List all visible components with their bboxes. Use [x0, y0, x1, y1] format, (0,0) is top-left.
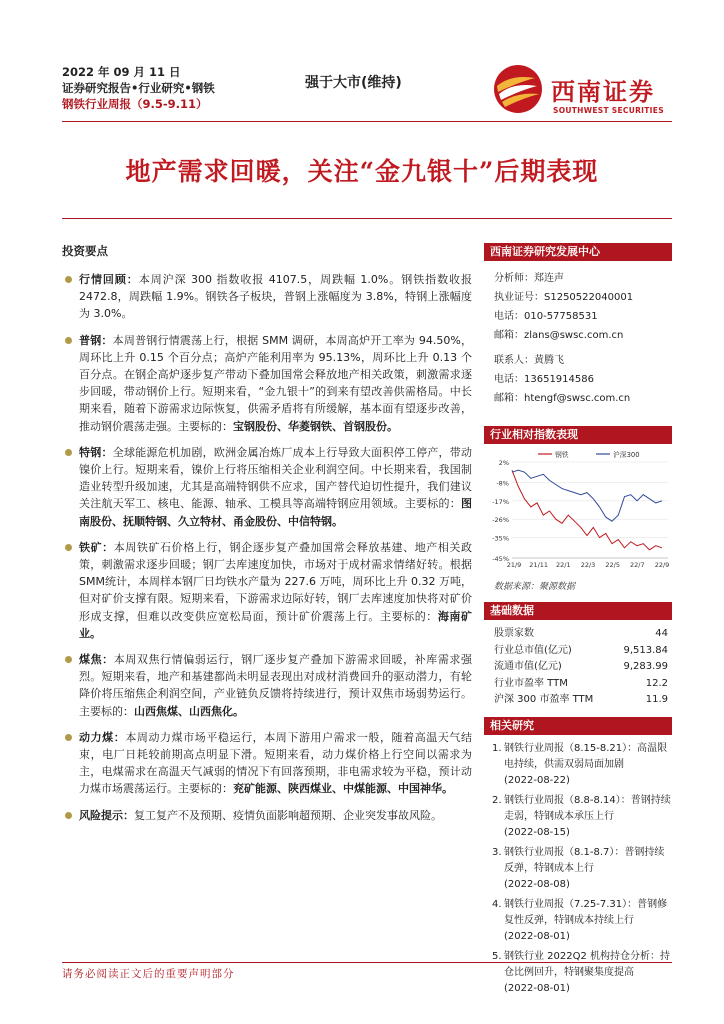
chart-y-tick-label: -8%	[496, 479, 509, 488]
point-label: 特钢：	[79, 445, 113, 459]
contact-email[interactable]: htengf@swsc.com.cn	[524, 393, 631, 404]
point-label: 动力煤：	[79, 730, 126, 744]
stat-row: 流通市值(亿元) 9,283.99	[494, 661, 668, 672]
point-stocks: 兖矿能源、陕西煤业、中煤能源、中国神华。	[233, 782, 453, 796]
chart-x-tick-label: 22/3	[580, 561, 596, 569]
related-research-list	[484, 735, 672, 997]
point-coking-coal	[62, 651, 472, 720]
chart-x-tick-label: 22/1	[556, 561, 571, 569]
contact-row: 联系人：黄腾飞	[494, 355, 564, 366]
point-stocks: 图南股份、抚顺特钢、久立特材、甬金股份、中信特钢。	[79, 497, 472, 528]
analyst-phone: 010-57758531	[524, 311, 598, 322]
logo-name-cn: 西南证券	[551, 77, 655, 106]
bullet-dot-icon	[65, 656, 72, 663]
point-label: 风险提示：	[79, 808, 134, 822]
point-label: 普钢：	[79, 333, 113, 347]
point-label: 行情回顾：	[79, 273, 139, 286]
analyst-row: 分析师：郑连声	[494, 273, 564, 284]
contact-name: 黄腾飞	[534, 355, 564, 366]
phone-row: 电话：010-57758531	[494, 311, 598, 322]
company-logo	[493, 62, 673, 118]
report-title: 地产需求回暖，关注“金九银十”后期表现	[125, 157, 599, 186]
header-info	[62, 64, 215, 112]
chart-y-tick-label: -17%	[492, 497, 509, 506]
license-number: S1250522040001	[544, 292, 634, 303]
point-text: 本周铁矿石价格上行，钢企逐步复产叠加国常会释放基建、地产相关政策，刺激需求逐步回暖；钢厂去库速度加快，市场对于成材需求情绪好转。根据SMM统计，本周样本钢厂日均铁水产量为 227.6 万吨，周环比上升 0.32 万吨，但对矿价支撑有限。短期来看，下游需求边际好转，钢厂去库速度加快将对矿价形成支撑，但难以改变供应宽松局面，预计矿价震荡上行。主要标的：	[79, 540, 473, 623]
chart-source: 数据来源：聚源数据	[494, 582, 576, 592]
contact-phone-row: 电话：13651914586	[494, 374, 594, 385]
dept-heading: 西南证券研究发展中心	[484, 243, 672, 261]
bullet-dot-icon	[65, 812, 72, 819]
perf-heading: 行业相对指数表现	[484, 426, 672, 444]
bullet-dot-icon	[65, 734, 72, 741]
point-text: 全球能源危机加剧，欧洲金属冶炼厂成本上行导致大面积停工停产，带动镍价上行。短期来看，镍价上行将压缩相关企业利润空间。中长期来看，我国制造业转型升级加速，尤其是高端特钢供不应求，国产替代迫切性提升，我们建议关注航天军工、核电、能源、轴承、工模具等高端特钢应用领域。主要标的：	[79, 445, 473, 511]
chart-x-tick-label: 21/9	[506, 561, 522, 569]
point-text: 本周双焦行情偏弱运行，钢厂逐步复产叠加下游需求回暖，补库需求强烈。短期来看，地产和基建都尚未明显表现出对成材消费回升的驱动潜力，有轮降价将压缩焦企利润空间，产业链负反馈将持续进行，预计双焦市场弱势运行。主要标的：	[79, 653, 473, 718]
report-type: 证券研究报告•行业研究•钢铁	[62, 81, 215, 95]
stat-row: 行业总市值(亿元) 9,513.84	[494, 644, 668, 656]
chart-svg	[484, 448, 672, 573]
chart-x-tick-label: 21/11	[529, 561, 549, 569]
email-row: 邮箱：zlans@swsc.com.cn	[494, 330, 624, 341]
related-report-link[interactable]: 5. 钢铁行业 2022Q2 机构持仓分析：持仓比例回升，特钢聚集度提高 (2022-08-01)	[492, 950, 671, 994]
point-risk	[62, 807, 472, 824]
bullet-dot-icon	[65, 544, 72, 551]
chart-series-line	[512, 470, 662, 521]
basic-heading: 基础数据	[484, 602, 672, 620]
chart-y-tick-label: -26%	[492, 516, 509, 525]
contact-email-row: 邮箱：htengf@swsc.com.cn	[494, 393, 631, 404]
stat-row: 股票家数 44	[494, 628, 668, 639]
bullet-dot-icon	[65, 449, 72, 456]
industry-rating: 强于大市(维持)	[305, 75, 402, 91]
related-report-link[interactable]: 3. 钢铁行业周报（8.1-8.7）：普钢持续反弹，特钢成本上行 (2022-08-08)	[492, 846, 665, 890]
chart-legend-label: 沪深300	[613, 451, 640, 459]
point-common-steel	[62, 332, 472, 435]
investment-heading: 投资要点	[62, 244, 108, 258]
point-text: 本周普钢行情震荡上行，根据 SMM 调研，本周高炉开工率为 94.50%，周环比上升 0.15 个百分点；高炉产能利用率为 95.13%，周环比上升 0.13 个百分点。在钢企高炉逐步复产带动下叠加国常会释放地产相关政策，刺激需求逐步回暖，带动钢价上行。短期来看，“金九银十”的到来有望改善供需格局。中长期来看，随着下游需求边际恢复，供需矛盾将有所缓解，基本面有望逐步改善，推动钢价震荡走强。主要标的：	[79, 333, 472, 433]
related-report-link[interactable]: 2. 钢铁行业周报（8.8-8.14）：普钢持续走弱，特钢成本承压上行 (2022-08-15)	[492, 794, 671, 838]
contact-info	[484, 261, 672, 408]
basic-stats	[484, 620, 672, 717]
analyst-email[interactable]: zlans@swsc.com.cn	[524, 330, 624, 341]
point-market-review	[62, 271, 472, 323]
related-heading: 相关研究	[484, 717, 672, 735]
sidebar	[484, 243, 672, 1001]
stat-row: 沪深 300 市盈率 TTM 11.9	[494, 694, 668, 705]
chart-y-tick-label: -45%	[492, 555, 509, 563]
report-name: 钢铁行业周报（9.5-9.11）	[62, 97, 208, 111]
relative-index-chart	[484, 448, 672, 573]
logo-name-en: SOUTHWEST SECURITIES	[553, 106, 664, 115]
point-special-steel	[62, 444, 472, 530]
title-divider	[62, 218, 672, 219]
footer-disclaimer[interactable]: 请务必阅读正文后的重要声明部分	[62, 968, 235, 980]
point-label: 铁矿：	[79, 540, 114, 554]
analyst-name: 郑连声	[534, 273, 564, 284]
stat-row: 行业市盈率 TTM 12.2	[494, 677, 668, 689]
bullet-dot-icon	[65, 276, 72, 283]
logo-emblem-icon	[493, 64, 543, 114]
point-thermal-coal	[62, 729, 472, 798]
point-stocks: 海南矿业。	[79, 609, 473, 640]
point-stocks: 宝钢股份、华菱钢铁、首钢股份。	[233, 419, 398, 433]
chart-y-tick-label: 2%	[498, 459, 509, 467]
point-text: 本周动力煤市场平稳运行，本周下游用户需求一般，随着高温天气结束，电厂日耗较前期高点明显下滑。短期来看，动力煤价格上行空间以需求为主，电煤需求在高温天气减弱的情况下有回落预期，非电需求较为平稳，预计动力煤市场震荡运行。主要标的：	[79, 730, 473, 796]
header-divider	[62, 121, 672, 122]
point-label: 煤焦：	[79, 653, 114, 667]
chart-x-tick-label: 22/7	[630, 561, 645, 569]
chart-x-tick-label: 22/9	[654, 561, 670, 569]
contact-phone: 13651914586	[524, 374, 594, 385]
point-iron-ore	[62, 539, 472, 642]
point-stocks: 山西焦煤、山西焦化。	[134, 704, 244, 718]
bullet-dot-icon	[65, 337, 72, 344]
chart-x-tick-label: 22/5	[605, 561, 620, 569]
license-row: 执业证号：S1250522040001	[494, 292, 634, 303]
related-report-link[interactable]: 1. 钢铁行业周报（8.15-8.21）：高温限电持续，供需双弱局面加剧 (2022-08-22)	[492, 742, 668, 786]
point-text: 复工复产不及预期、疫情负面影响超预期、企业突发事故风险。	[134, 808, 442, 822]
chart-y-tick-label: -35%	[492, 534, 509, 543]
chart-legend-label: 钢铁	[555, 451, 569, 459]
point-text: 本周沪深 300 指数收报 4107.5，周跌幅 1.0%。钢铁指数收报 2472.8，周跌幅 1.9%。钢铁各子板块，普钢上涨幅度为 3.8%，特钢上涨幅度为 3.0%。	[79, 273, 473, 321]
report-date: 2022 年 09 月 11 日	[62, 65, 181, 79]
footer-divider	[62, 962, 672, 963]
related-report-link[interactable]: 4. 钢铁行业周报（7.25-7.31）：普钢修复性反弹，特钢成本持续上行 (2022-08-01)	[492, 898, 668, 942]
investment-summary	[62, 243, 472, 833]
